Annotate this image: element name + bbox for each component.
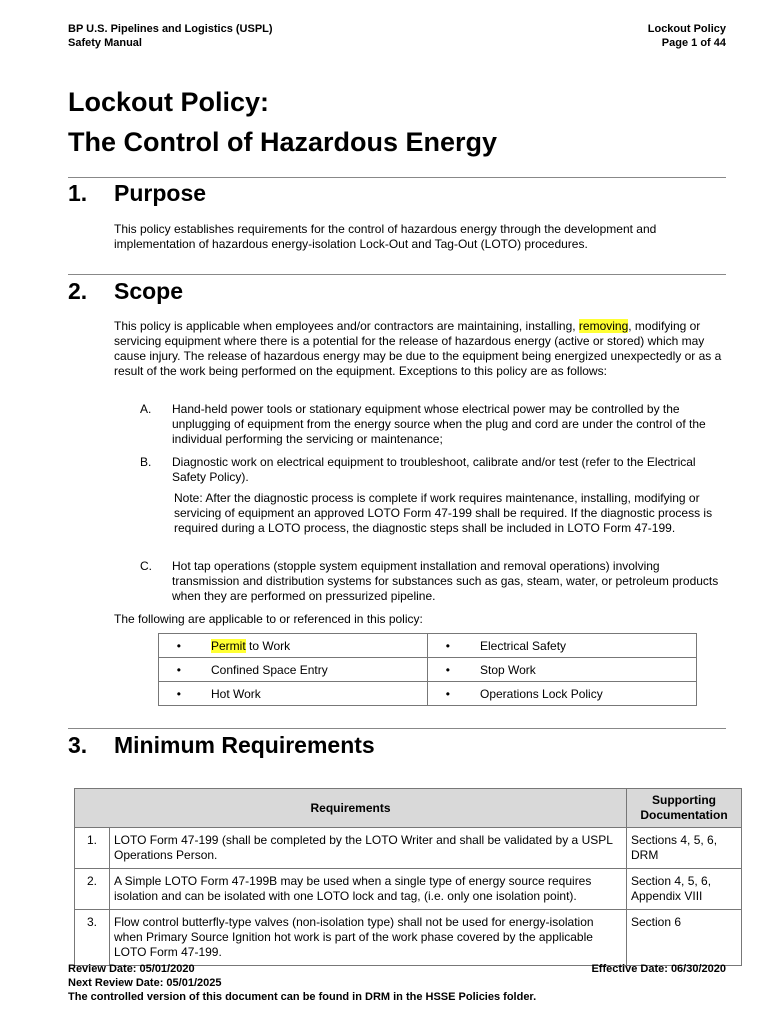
requirement-text: Flow control butterfly-type valves (non-isolation type) shall not be used for energy-isolation when Primary Source Ignition hot work is part of the work phase covered by the applicable LOTO Form 47-199. <box>110 910 627 966</box>
table-row <box>75 828 742 869</box>
exception-item <box>140 559 730 604</box>
page-number: Page 1 of 44 <box>661 37 726 49</box>
document-name: Lockout Policy <box>647 23 726 35</box>
section-heading-scope: Scope <box>114 278 184 304</box>
section-heading-purpose: Purpose <box>114 180 207 206</box>
table-cell <box>159 634 428 658</box>
requirement-text: A Simple LOTO Form 47-199B may be used when a single type of energy source requires isolation and can be isolated with one LOTO lock and tag, (i.e. only one isolation point). <box>110 869 627 910</box>
requirement-text: LOTO Form 47-199 (shall be completed by the LOTO Writer and shall be validated by a USPL Operations Person. <box>110 828 627 869</box>
section-divider <box>68 274 726 275</box>
cell-text: to Work <box>245 638 291 653</box>
manual-name: Safety Manual <box>68 37 142 49</box>
bullet: • <box>445 638 450 653</box>
column-header-supporting-documentation: Supporting Documentation <box>627 789 742 828</box>
table-cell <box>159 658 428 682</box>
references-table <box>158 633 697 706</box>
cell-text: Hot Work <box>211 686 261 701</box>
table-cell <box>428 634 697 658</box>
table-cell <box>428 682 697 706</box>
cell-text: Confined Space Entry <box>211 662 328 677</box>
review-date: Review Date: 05/01/2020 <box>68 963 195 975</box>
cell-text: Electrical Safety <box>480 638 567 653</box>
row-number: 2. <box>75 869 110 910</box>
exception-item <box>140 455 730 485</box>
row-number: 1. <box>75 828 110 869</box>
supporting-doc: Sections 4, 5, 6, DRM <box>627 828 742 869</box>
bullet: • <box>176 662 181 677</box>
applicable-intro: The following are applicable to or referenced in this policy: <box>114 612 423 626</box>
item-letter: A. <box>140 402 152 416</box>
table-header-row <box>75 789 742 828</box>
bullet: • <box>176 686 181 701</box>
bullet: • <box>445 686 450 701</box>
table-cell <box>159 682 428 706</box>
table-row <box>75 869 742 910</box>
supporting-doc: Section 6 <box>627 910 742 966</box>
section-number: 2. <box>68 278 88 304</box>
supporting-doc: Section 4, 5, 6, Appendix VIII <box>627 869 742 910</box>
section-number: 1. <box>68 180 88 206</box>
table-row <box>159 682 697 706</box>
column-header-requirements: Requirements <box>75 789 627 828</box>
table-row <box>75 910 742 966</box>
item-letter: B. <box>140 455 152 469</box>
scope-text <box>114 319 724 379</box>
bullet: • <box>176 638 181 653</box>
title-line-1: Lockout Policy: <box>68 87 270 117</box>
cell-text: Stop Work <box>480 662 536 677</box>
scope-text-part: This policy is applicable when employees and/or contractors are maintaining, installing, <box>114 319 579 333</box>
effective-date: Effective Date: 06/30/2020 <box>591 963 726 975</box>
section-heading-minimum-requirements: Minimum Requirements <box>114 732 375 758</box>
controlled-version-note: The controlled version of this document can be found in DRM in the HSSE Policies folder. <box>68 991 537 1003</box>
requirements-table <box>74 788 742 966</box>
exception-item <box>140 402 730 447</box>
purpose-text: This policy establishes requirements for the control of hazardous energy through the development and implementation of hazardous energy-isolation Lock-Out and Tag-Out (LOTO) procedures. <box>114 222 657 251</box>
highlighted-word: Permit <box>211 638 246 653</box>
item-text: Diagnostic work on electrical equipment to troubleshoot, calibrate and/or test (refer to the Electrical Safety Policy). <box>172 455 696 484</box>
page-header-right <box>648 22 726 50</box>
section-divider <box>68 728 726 729</box>
next-review-date: Next Review Date: 05/01/2025 <box>68 977 222 989</box>
section-divider <box>68 177 726 178</box>
table-cell <box>428 658 697 682</box>
scope-text-part: , modifying or servicing equipment where there is a potential for the release of hazardous energy (active or stored) which may cause injury. The release of hazardous energy may be due to the equipment being energized unexpectedly or as a result of the work being performed on the equipment. Exceptions to this policy are as follows: <box>114 319 722 378</box>
page-footer <box>68 962 536 1004</box>
highlighted-word: removing <box>578 319 629 333</box>
org-name: BP U.S. Pipelines and Logistics (USPL) <box>68 23 273 35</box>
table-row <box>159 634 697 658</box>
row-number: 3. <box>75 910 110 966</box>
item-text: Hot tap operations (stopple system equipment installation and removal operations) involving transmission and distribution systems for substances such as gas, steam, water, or petroleum products when they are performed on pressurized pipeline. <box>172 559 719 603</box>
page-header-left <box>68 22 273 50</box>
item-letter: C. <box>140 559 152 573</box>
item-text: Hand-held power tools or stationary equipment whose electrical power may be controlled by the unplugging of equipment from the energy source when the plug and cord are under the control of the individual performing the servicing or maintenance; <box>172 402 706 446</box>
diagnostic-note: Note: After the diagnostic process is complete if work requires maintenance, installing, modifying or servicing of equipment an approved LOTO Form 47-199 shall be required. If the diagnostic process is required during a LOTO process, the diagnostic steps shall be included in LOTO Form 47-199. <box>174 491 713 535</box>
cell-text: Operations Lock Policy <box>480 686 603 701</box>
section-number: 3. <box>68 732 88 758</box>
page-title <box>68 82 497 162</box>
title-line-2: The Control of Hazardous Energy <box>68 127 498 157</box>
table-row <box>159 658 697 682</box>
bullet: • <box>445 662 450 677</box>
